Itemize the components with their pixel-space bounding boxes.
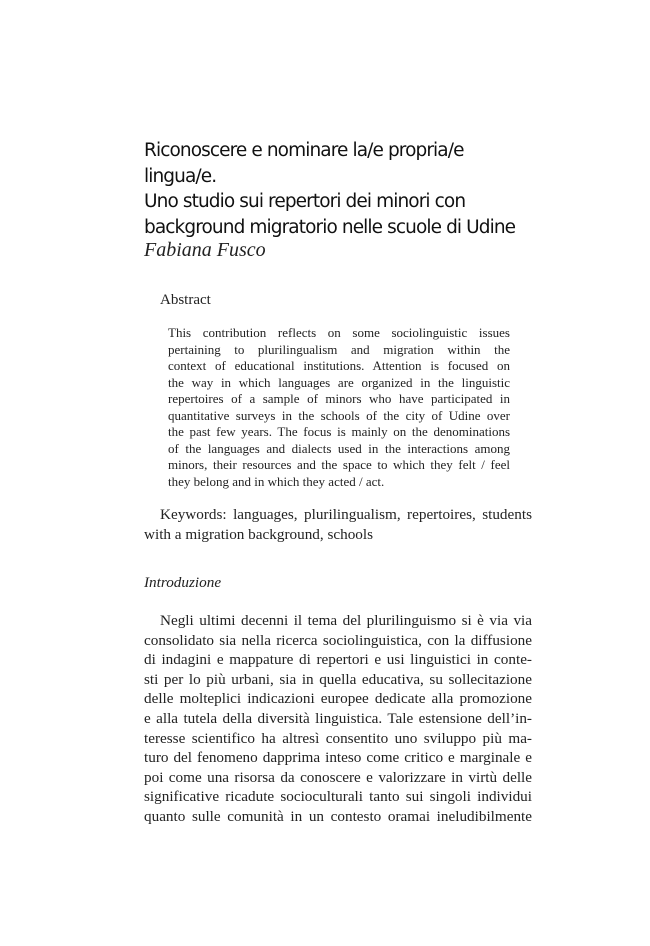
title-line: lingua/e. — [144, 165, 217, 187]
abstract-line: of the languages and dialects used in the interactions among — [168, 440, 510, 456]
abstract-line: This contribution reflects on some sociolinguistic issues — [168, 325, 510, 340]
body-line: sti per lo più urbani, sia in quella educativa, su sollecitazione — [144, 670, 532, 688]
keywords-line: Keywords: languages, plurilingualism, repertoires, students — [160, 506, 532, 523]
abstract-heading: Abstract — [160, 292, 211, 308]
abstract-line: the past few years. The focus is mainly on the denominations — [168, 424, 510, 439]
abstract-line: pertaining to plurilingualism and migration within the — [168, 341, 510, 357]
abstract-line: context of educational institutions. Attention is focused on — [168, 358, 510, 373]
abstract-line: repertoires of a sample of minors who have participated in — [168, 391, 510, 406]
keywords — [144, 505, 532, 545]
body-line: significative ricadute socioculturali tanto sui singoli individui — [144, 788, 532, 806]
article-title — [144, 138, 544, 240]
abstract-line: quantitative surveys in the schools of the city of Udine over — [168, 407, 510, 423]
body-line: quanto sulle comunità in un contesto oramai ineludibilmente — [144, 807, 532, 825]
abstract-line: minors, their resources and the space to which they felt / feel — [168, 457, 510, 472]
body-line: poi come una risorsa da conoscere e valorizzare in virtù delle — [144, 768, 532, 786]
abstract-line: the way in which languages are organized in the linguistic — [168, 374, 510, 390]
body-line: e alla tutela della diversità linguistica. Tale estensione dell’in- — [144, 709, 532, 727]
body-line: delle molteplici indicazioni europee dedicate alla promozione — [144, 690, 532, 708]
title-line: Riconoscere e nominare la/e propria/e — [144, 140, 464, 161]
title-line: Uno studio sui repertori dei minori con — [144, 191, 466, 212]
keywords-line: with a migration background, schools — [144, 526, 374, 543]
body-line: consolidato sia nella ricerca sociolinguistica, con la diffusione — [144, 631, 532, 649]
body-line: turo del fenomeno dapprima inteso come critico e marginale e — [144, 749, 532, 767]
title-line: background migratorio nelle scuole di Udine — [144, 216, 516, 238]
body-line: teresse scientifico ha altresì consentito uno sviluppo più ma- — [144, 729, 532, 747]
abstract-line: they belong and in which they acted / act. — [168, 473, 385, 489]
body-line: di indagini e mappature di repertori e usi linguistici in conte- — [144, 651, 532, 669]
abstract-text — [168, 325, 510, 490]
body-line: Negli ultimi decenni il tema del plurilinguismo si è via via — [160, 612, 532, 629]
author-name: Fabiana Fusco — [144, 239, 266, 261]
section-heading-introduzione: Introduzione — [144, 574, 222, 591]
introduction-body — [144, 611, 532, 827]
